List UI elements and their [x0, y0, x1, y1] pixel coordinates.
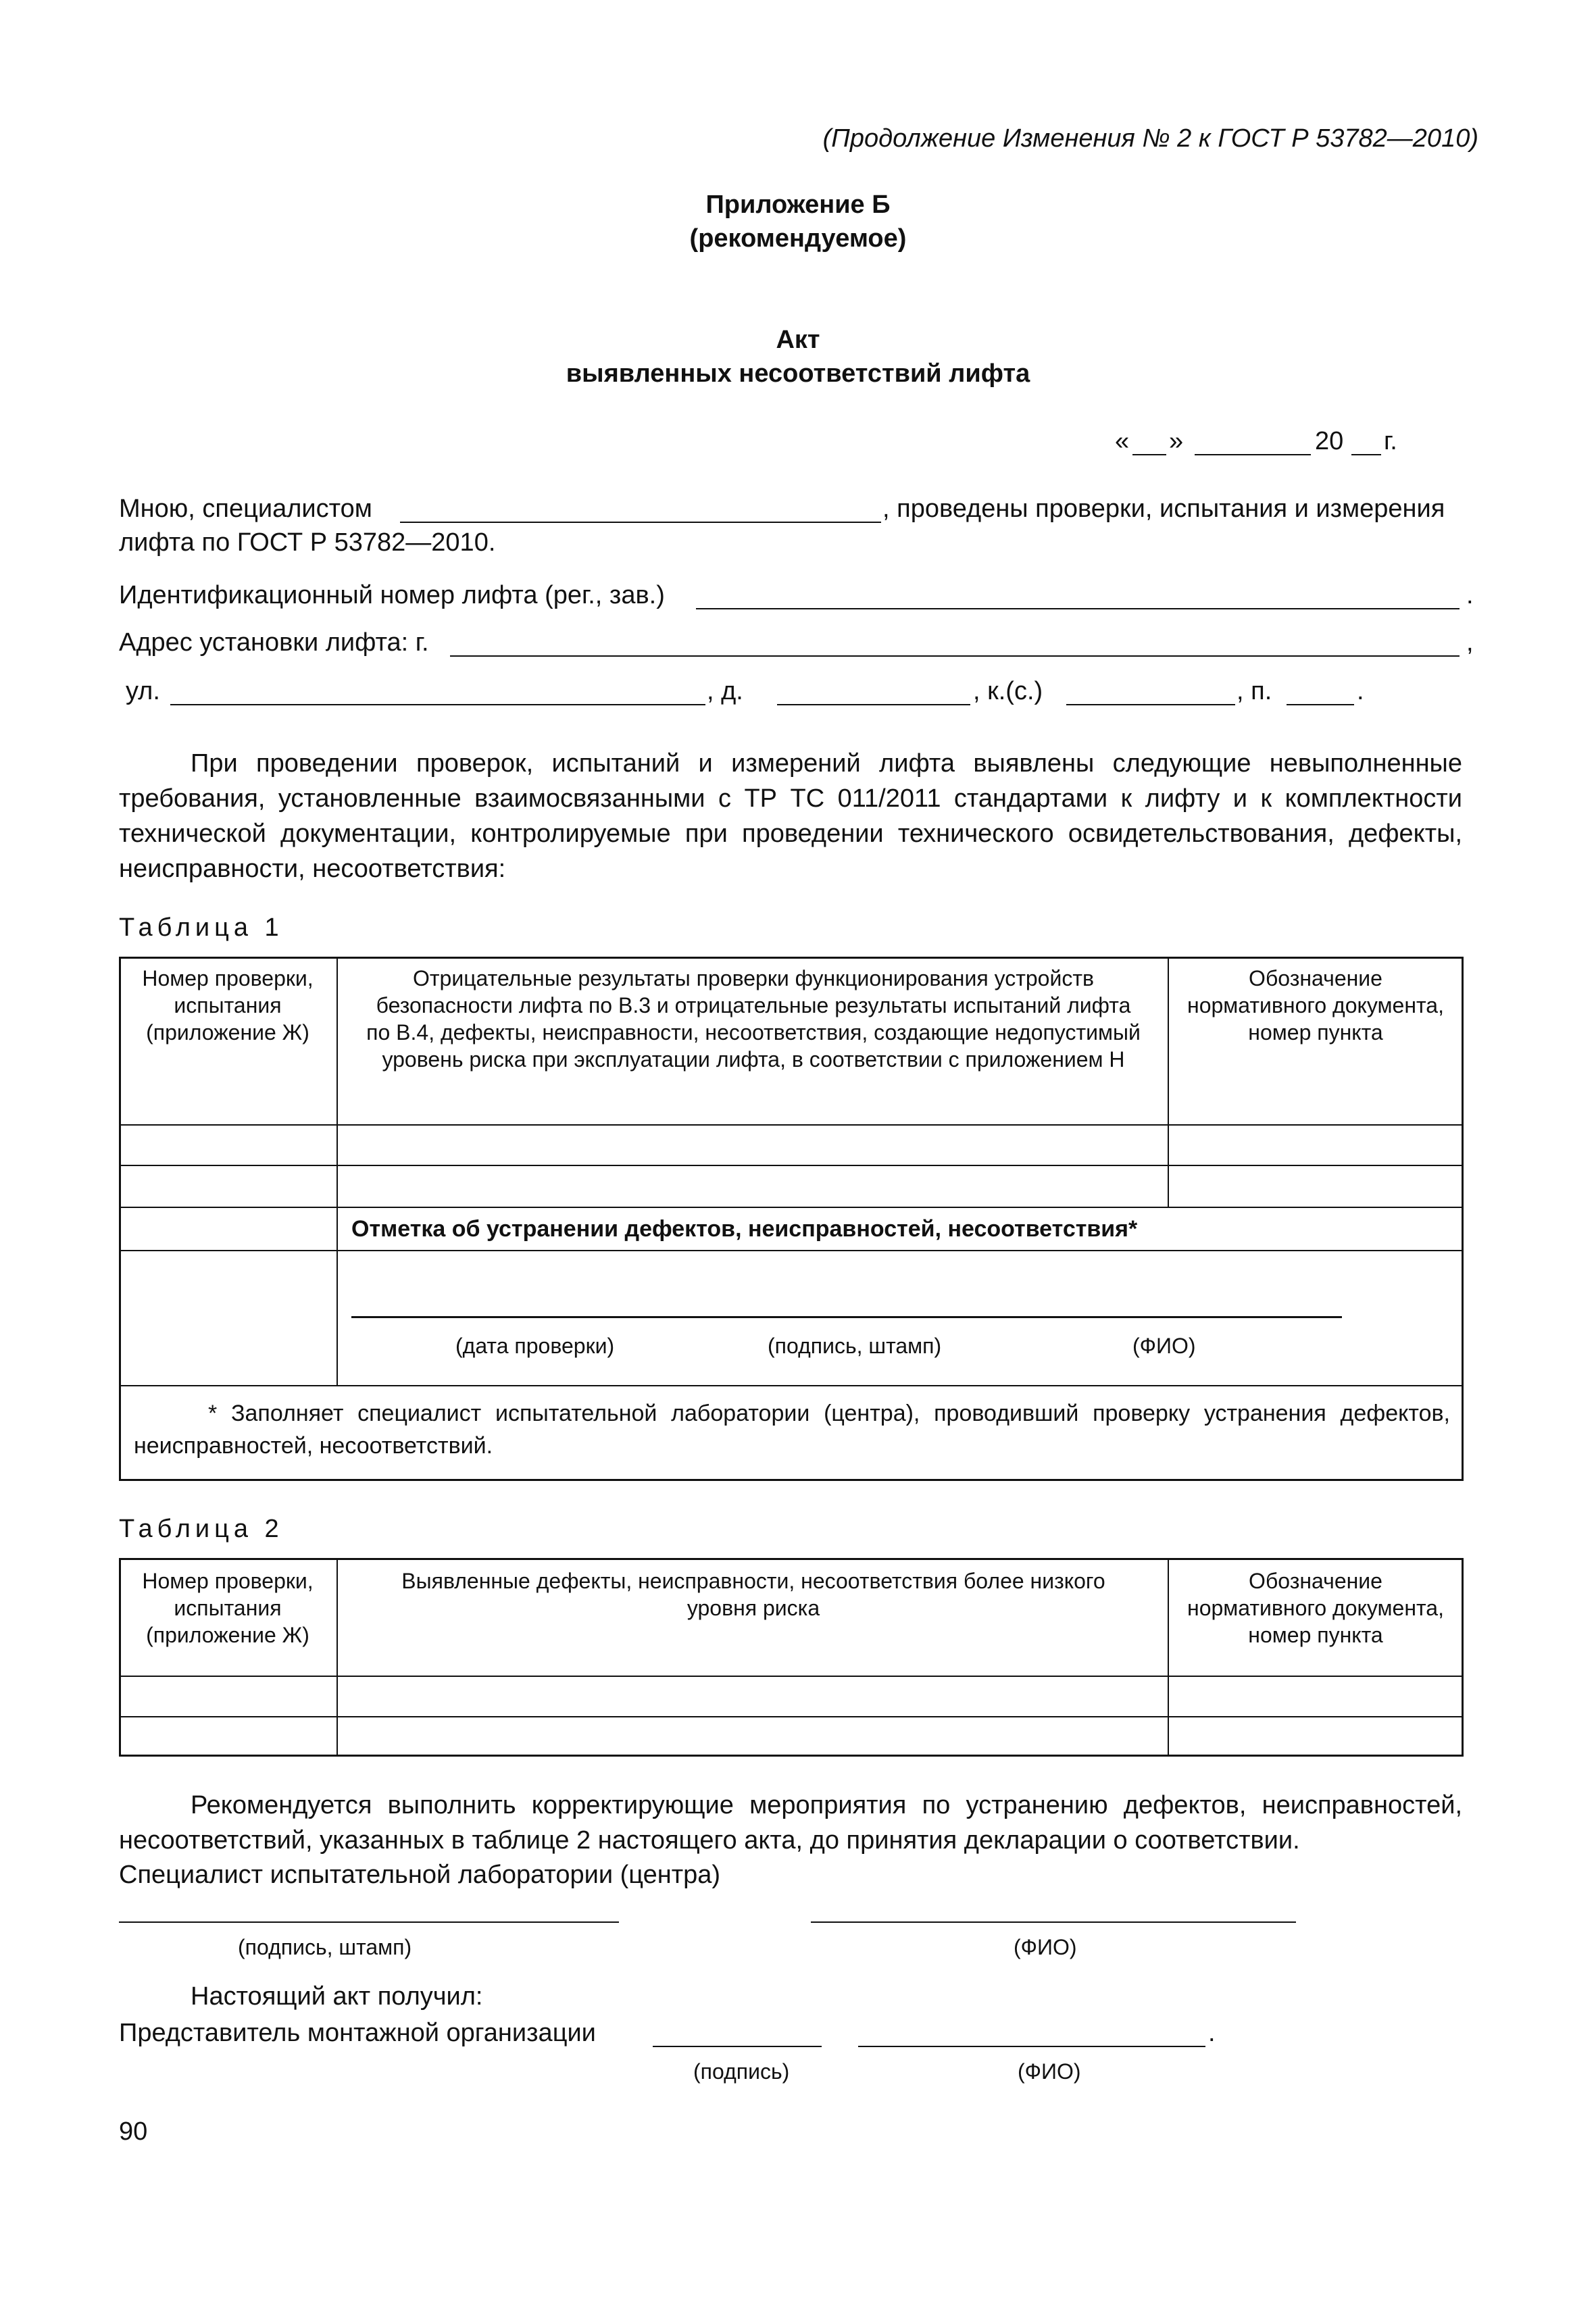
street-label: ул.	[126, 677, 160, 705]
address-end: ,	[1466, 628, 1474, 657]
t1-hline-2	[119, 1165, 1464, 1166]
t1-hline-3	[119, 1207, 1464, 1208]
entrance-end: .	[1357, 677, 1364, 705]
specialist-field[interactable]	[400, 522, 881, 523]
street-field[interactable]	[170, 704, 705, 705]
t2-col1-header: Номер проверки, испытания (приложение Ж)	[142, 1569, 314, 1647]
table1-footnote: * Заполняет специалист испытательной лаборатории (центра), проводивший проверку устранения дефектов, неисправностей, несоответствий.	[134, 1401, 1450, 1459]
appendix-title: Приложение Б	[705, 191, 891, 219]
date-open-quote: «	[1115, 427, 1130, 455]
entrance-field[interactable]	[1287, 704, 1354, 705]
date-close-quote: »	[1169, 427, 1184, 455]
id-end: .	[1466, 581, 1474, 609]
t1-hline-4	[119, 1250, 1464, 1251]
id-label: Идентификационный номер лифта (рег., зав.)	[119, 581, 665, 609]
t2-col3-header: Обозначение нормативного документа, номер пункта	[1187, 1569, 1444, 1647]
representative-label: Представитель монтажной организации	[119, 2019, 596, 2047]
house-field[interactable]	[777, 704, 970, 705]
rep-signature-label: (подпись)	[693, 2059, 790, 2084]
t2-vline-1	[336, 1558, 338, 1757]
rep-name-label: (ФИО)	[1018, 2059, 1081, 2084]
act-subtitle: выявленных несоответствий лифта	[566, 359, 1030, 388]
specialist-lab-label: Специалист испытательной лаборатории (центра)	[119, 1861, 721, 1889]
year-suffix: г.	[1384, 427, 1397, 455]
lab-signature-label: (подпись, штамп)	[238, 1935, 412, 1959]
lab-name-field[interactable]	[811, 1921, 1296, 1923]
specialist-label: Мною, специалистом	[119, 495, 372, 523]
house-label: , д.	[707, 677, 743, 705]
t1-vline-1	[336, 957, 338, 1386]
act-title: Акт	[776, 326, 820, 354]
address-label: Адрес установки лифта: г.	[119, 628, 429, 657]
page-number: 90	[119, 2117, 148, 2146]
building-label: , к.(с.)	[973, 677, 1043, 705]
specialist-tail: , проведены проверки, испытания и измерения	[882, 495, 1445, 523]
lab-signature-field[interactable]	[119, 1921, 619, 1923]
year-prefix: 20	[1315, 427, 1344, 455]
t2-hline-2	[119, 1716, 1464, 1717]
continuation-note: (Продолжение Изменения № 2 к ГОСТ Р 53782—2010)	[822, 124, 1478, 153]
recommendation-paragraph: Рекомендуется выполнить корректирующие мероприятия по устранению дефектов, неисправностей, несоответствий, указанных в таблице 2 настоящего акта, до принятия декларации о соответствии.	[119, 1791, 1462, 1855]
id-field[interactable]	[696, 608, 1460, 609]
sig-date-label: (дата проверки)	[455, 1334, 615, 1358]
t2-col2-header: Выявленные дефекты, неисправности, несоответствия более низкого уровня риска	[401, 1569, 1105, 1620]
t2-vline-2	[1168, 1558, 1169, 1757]
month-field[interactable]	[1195, 454, 1311, 455]
building-field[interactable]	[1066, 704, 1235, 705]
t1-col3-header: Обозначение нормативного документа, номер пункта	[1187, 966, 1444, 1045]
t1-hline-1	[119, 1124, 1464, 1126]
sig-sign-label: (подпись, штамп)	[768, 1334, 942, 1358]
year-field[interactable]	[1351, 454, 1381, 455]
t1-col2-header: Отрицательные результаты проверки функционирования устройств безопасности лифта по В.3 и отрицательные результаты испытаний лифта по В.4, дефекты, неисправности, несоответствия, создающие недопустимый уровень риска при эксплуатации лифта, в соответствии с приложением Н	[366, 966, 1141, 1072]
entrance-label: , п.	[1237, 677, 1272, 705]
intro-paragraph: При проведении проверок, испытаний и измерений лифта выявлены следующие невыполненные требования, установленные взаимосвязанными с ТР ТС 011/2011 стандартами к лифту и к комплектности технической документации, контролируемые при проведении технического освидетельствования, дефекты, неисправности, несоответствия:	[119, 749, 1462, 883]
specialist-tail-2: лифта по ГОСТ Р 53782—2010.	[119, 528, 496, 557]
rep-name-field[interactable]	[858, 2046, 1205, 2047]
signature-line[interactable]	[351, 1316, 1342, 1318]
t1-hline-5	[119, 1385, 1464, 1386]
t2-hline-1	[119, 1676, 1464, 1677]
rep-signature-field[interactable]	[653, 2046, 822, 2047]
t1-col1-header: Номер проверки, испытания (приложение Ж)	[142, 966, 314, 1045]
lab-name-label: (ФИО)	[1014, 1935, 1077, 1959]
received-label: Настоящий акт получил:	[191, 1982, 483, 2011]
rep-end: .	[1208, 2019, 1216, 2047]
appendix-status: (рекомендуемое)	[689, 224, 907, 253]
day-field[interactable]	[1132, 454, 1166, 455]
mark-title: Отметка об устранении дефектов, неисправностей, несоответствия*	[351, 1216, 1138, 1242]
city-field[interactable]	[450, 655, 1460, 657]
table1-caption: Таблица 1	[119, 913, 284, 942]
t1-vline-2	[1168, 957, 1169, 1208]
table2-caption: Таблица 2	[119, 1515, 284, 1543]
sig-name-label: (ФИО)	[1132, 1334, 1196, 1358]
